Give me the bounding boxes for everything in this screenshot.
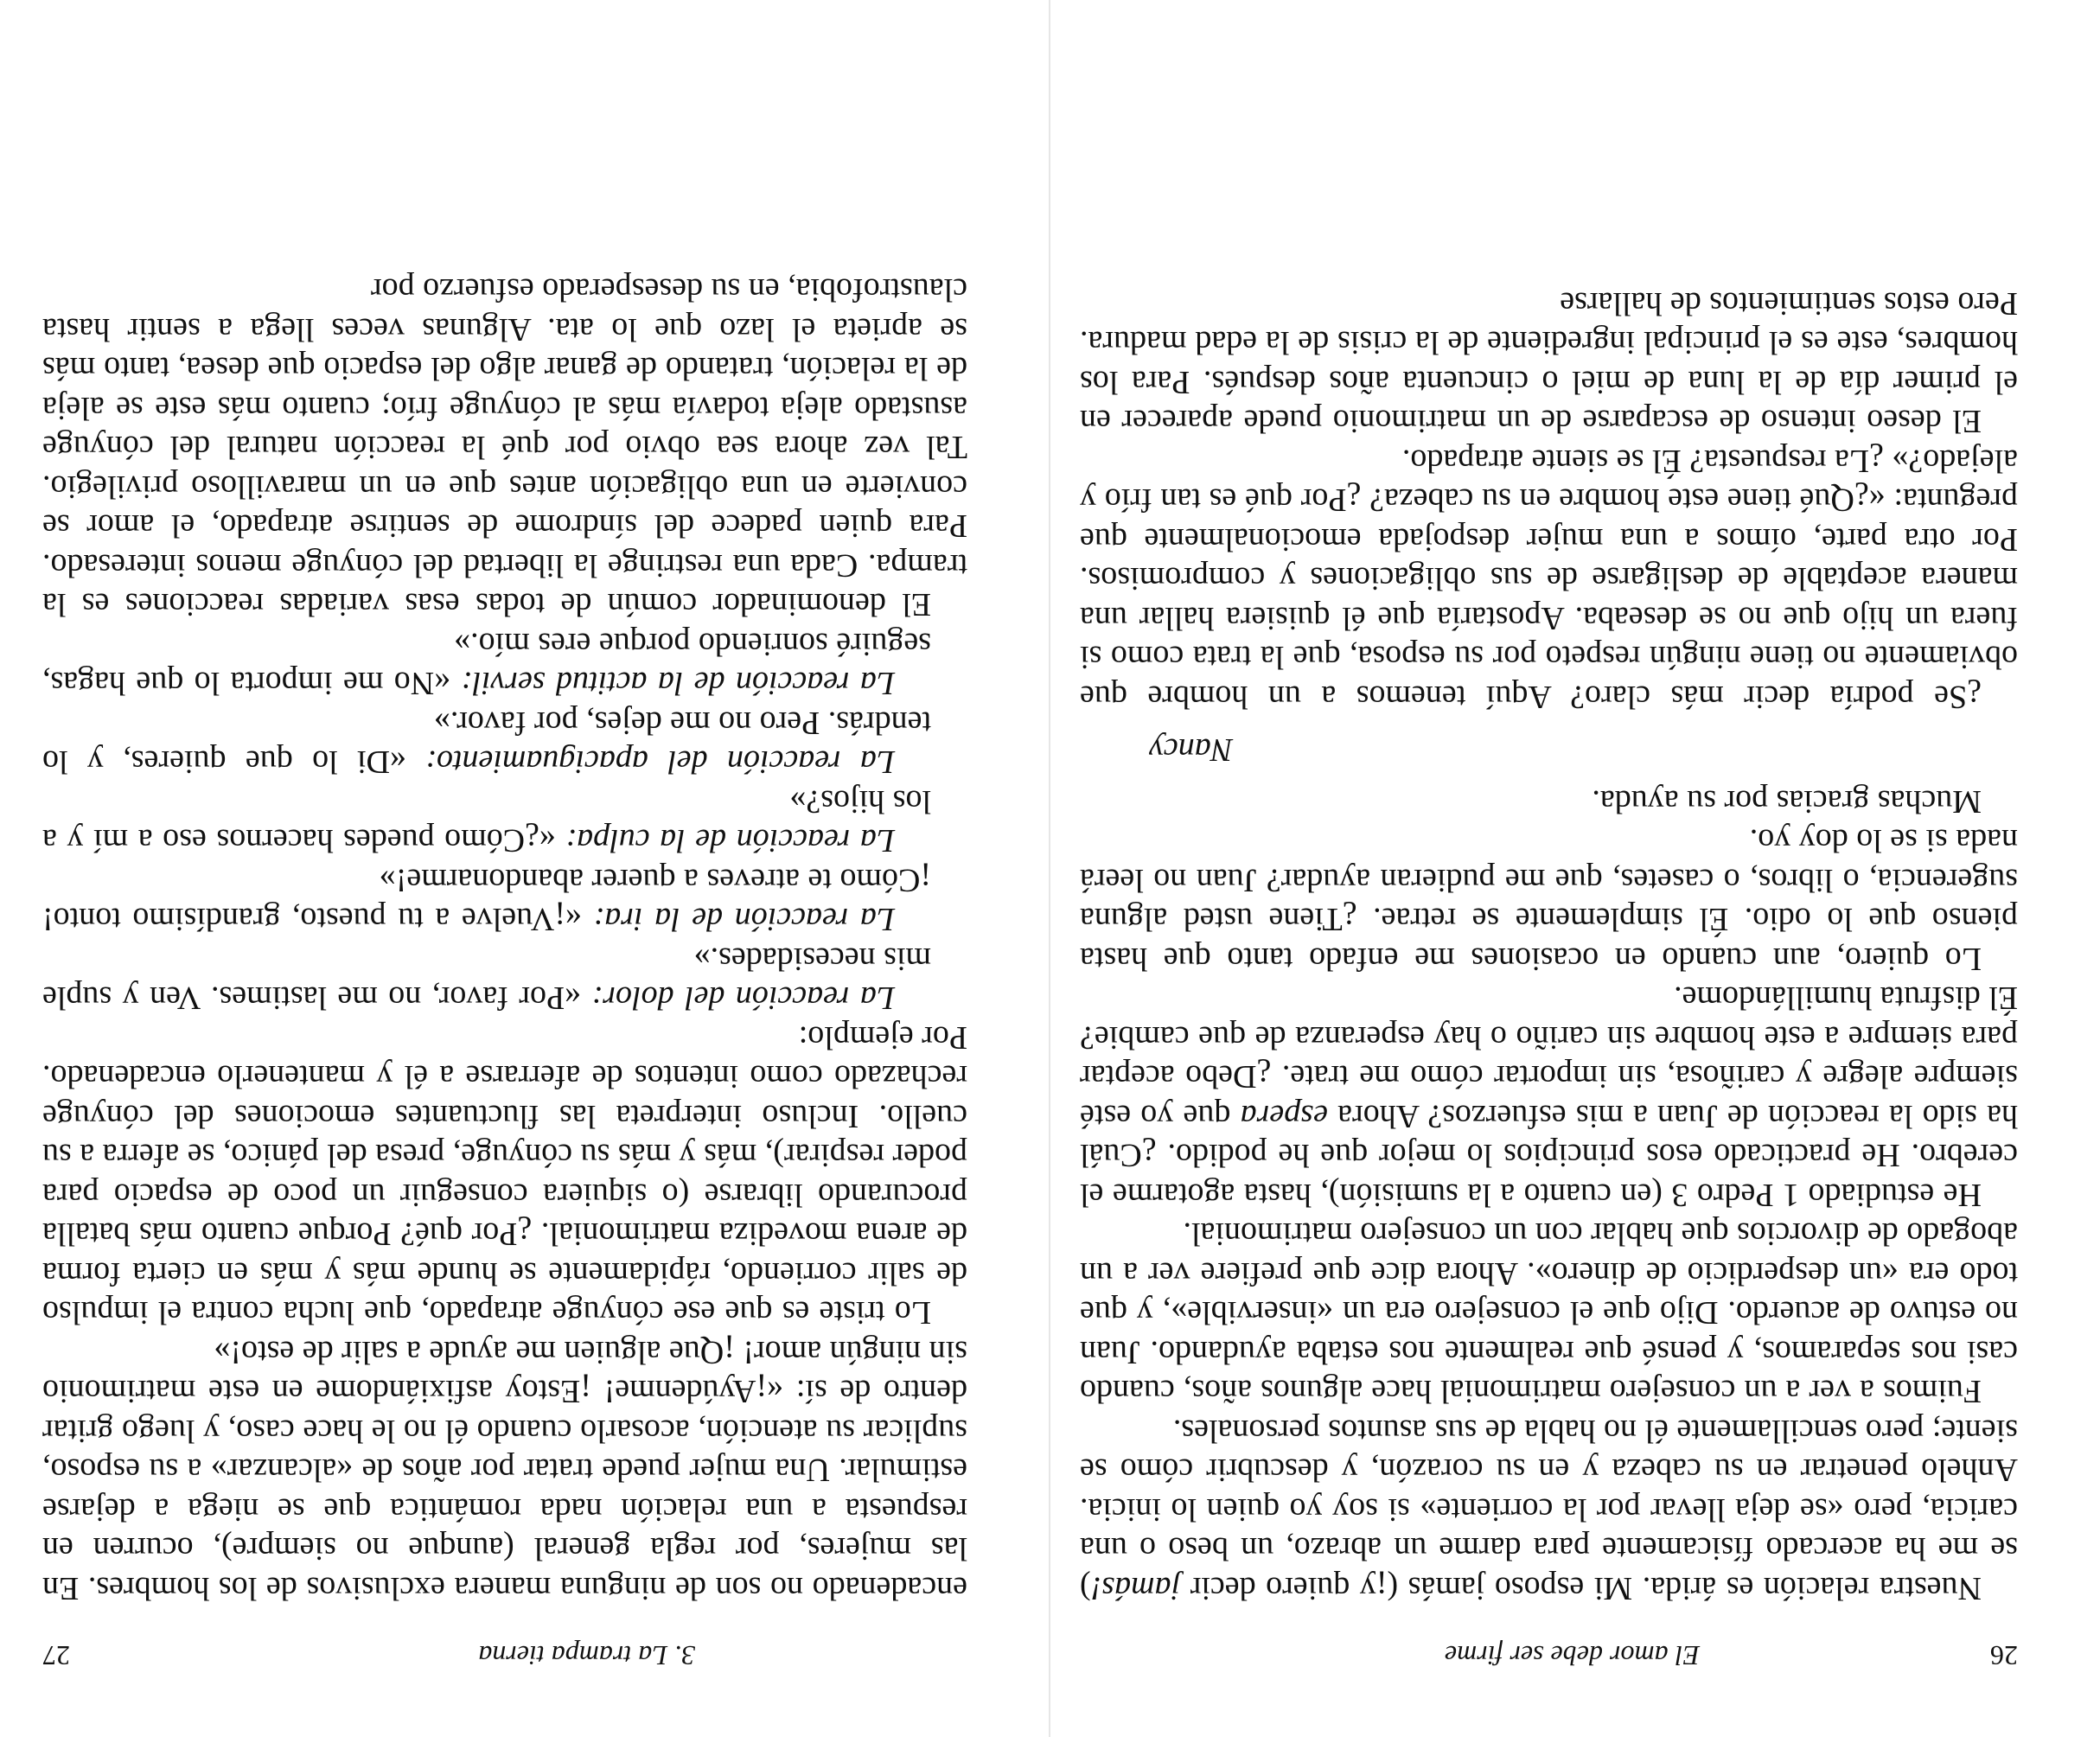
- reaction-example: La reacción de la ira: «¡Vuelve a tu puesto, grandísimo tonto! ¡Cómo te atreves a querer abandonarme!»: [41, 862, 931, 938]
- paragraph: El denominador común de todas esas variadas reacciones es la trampa. Cada una restringe la libertad del cónyuge menos interesado. Para quien padece del síndrome de sentirse atrapado, el amor se convierte en una obligación antes que en un maravilloso privilegio. Tal vez ahora sea obvio por qué la reacción natural del cónyuge asustado aleja todavía más al cónyuge frío; cuanto más este se aleja de la relación, tratando de ganar algo del espacio que desea, tanto más se aprieta el lazo que lo ata. Algunas veces llega a sentir hasta claustrofobia, en su desesperado esfuerzo por: [42, 271, 967, 623]
- paragraph: Nuestra relación es árida. Mi esposo jamás (¡y quiero decir jamás!) se me ha acercado físicamente para darme un abrazo, un beso o una caricia, pero «se deja llevar por la corriente» si soy yo quien lo inicia. Anhelo penetrar en su cabeza y en su corazón, y descubrir cómo se siente; pero sencillamente él no habla de sus asuntos personales.: [1080, 1413, 2018, 1606]
- reaction-example: La reacción de la actitud servil: «No me importa lo que hagas, seguiré sonriendo porque eres mío.»: [42, 626, 931, 702]
- page-number: 26: [1990, 1640, 2018, 1671]
- letter-signature: Nancy: [1149, 731, 1234, 769]
- page-number: 27: [42, 1640, 70, 1671]
- paragraph: El deseo intenso de escaparse de un matrimonio puede aparecer en el primer día de la luna de miel o cincuenta años después. Para los hombres, este es el principal ingrediente de la crisis de la edad madura. Pero estos sentimientos de hallarse: [1080, 285, 2018, 440]
- paragraph: Lo triste es que ese cónyuge atrapado, que lucha contra el impulso de salir corriendo, rápidamente se hunde más y más en cierta forma de arena movediza matrimonial. ¿Por qué? Porque cuanto más batalla procurando librarse (o siquiera conseguir un poco de espacio para poder respirar), más y más su cónyuge, presa del pánico, se aferra a su cuello. Incluso interpreta las fluctuantes emociones del cónyuge rechazado como intentos de aferrarse a él y mantenerlo encadenado. Por ejemplo:: [42, 1019, 967, 1331]
- running-head: 3. La trampa tierna: [478, 1640, 695, 1671]
- right-page-body: [42, 270, 967, 1607]
- left-page-body: [1080, 284, 2018, 1608]
- right-page-header: [42, 1635, 967, 1676]
- paragraph: ¿Se podría decir más claro? Aquí tenemos a un hombre que obviamente no tiene ningún respeto por su esposa, que la trata como si fuera un hijo que no se deseaba. Apostaría que él quisiera hallar una manera aceptable de desligarse de sus obligaciones y compromisos. Por otra parte, oímos a una mujer despojada emocionalmente que pregunta: «¿Qué tiene este hombre en su cabeza? ¿Por qué es tan frío y alejado?» ¿La respuesta? Él se siente atrapado.: [1080, 443, 2018, 715]
- letter-closing: Muchas gracias por su ayuda.: [1592, 783, 1982, 820]
- left-page-header: [1080, 1635, 2018, 1676]
- book-gutter: [1049, 0, 1050, 1737]
- paragraph: Fuimos a ver a un consejero matrimonial hace algunos años, cuando casi nos separamos, y pensé que realmente nos estaba ayudando. Juan no estuvo de acuerdo. Dijo que el consejero era un «inservible», y que todo era «un desperdicio de dinero». Ahora dice que prefiere ver a un abogado de divorcios que hablar con un consejero matrimonial.: [1080, 1216, 2018, 1410]
- reaction-example: La reacción del apaciguamiento: «Di lo que quieres, y lo tendrás. Pero no me dejes, por favor.»: [42, 705, 931, 781]
- reaction-example: La reacción de la culpa: «¿Cómo puedes hacernos eso a mí y a los hijos?»: [42, 783, 931, 859]
- running-head: El amor debe ser firme: [1444, 1640, 1700, 1671]
- reaction-example: La reacción del dolor: «Por favor, no me lastimes. Ven y suple mis necesidades.»: [42, 941, 931, 1017]
- right-page: [42, 0, 967, 1737]
- paragraph: Lo quiero, aun cuando en ocasiones me enfado tanto que hasta pienso que lo odio. Él simplemente se retrae. ¿Tiene usted alguna sugerencia, o libros, o casetes, que me pudieran ayudar? Juan no leerá nada si se lo doy yo.: [1080, 822, 2018, 977]
- left-page: [1080, 0, 2018, 1737]
- paragraph: He estudiado 1 Pedro 3 (en cuanto a la sumisión), hasta agotarme el cerebro. He practicado esos principios lo mejor que he podido. ¿Cuál ha sido la reacción de Juan a mis esfuerzos? Ahora espera que yo esté siempre alegre y cariñosa, sin importar cómo me trate. ¿Debo aceptar para siempre a este hombre sin cariño o hay esperanza de que cambie? Él disfruta humillándome.: [1080, 980, 2018, 1213]
- paragraph: encadenado no son de ninguna manera exclusivos de los hombres. En las mujeres, por regla general (aunque no siempre), ocurren en respuesta a una relación nada romántica que se niega a dejarse estimular. Una mujer puede tratar por años de «alcanzar» a su esposo, suplicar su atención, acosarlo cuando él no le hace caso, y luego gritar dentro de sí: «¡Ayúdenme! ¡Estoy asfixiándome en este matrimonio sin ningún amor! ¡Que alguien me ayude a salir de esto!»: [42, 1334, 967, 1606]
